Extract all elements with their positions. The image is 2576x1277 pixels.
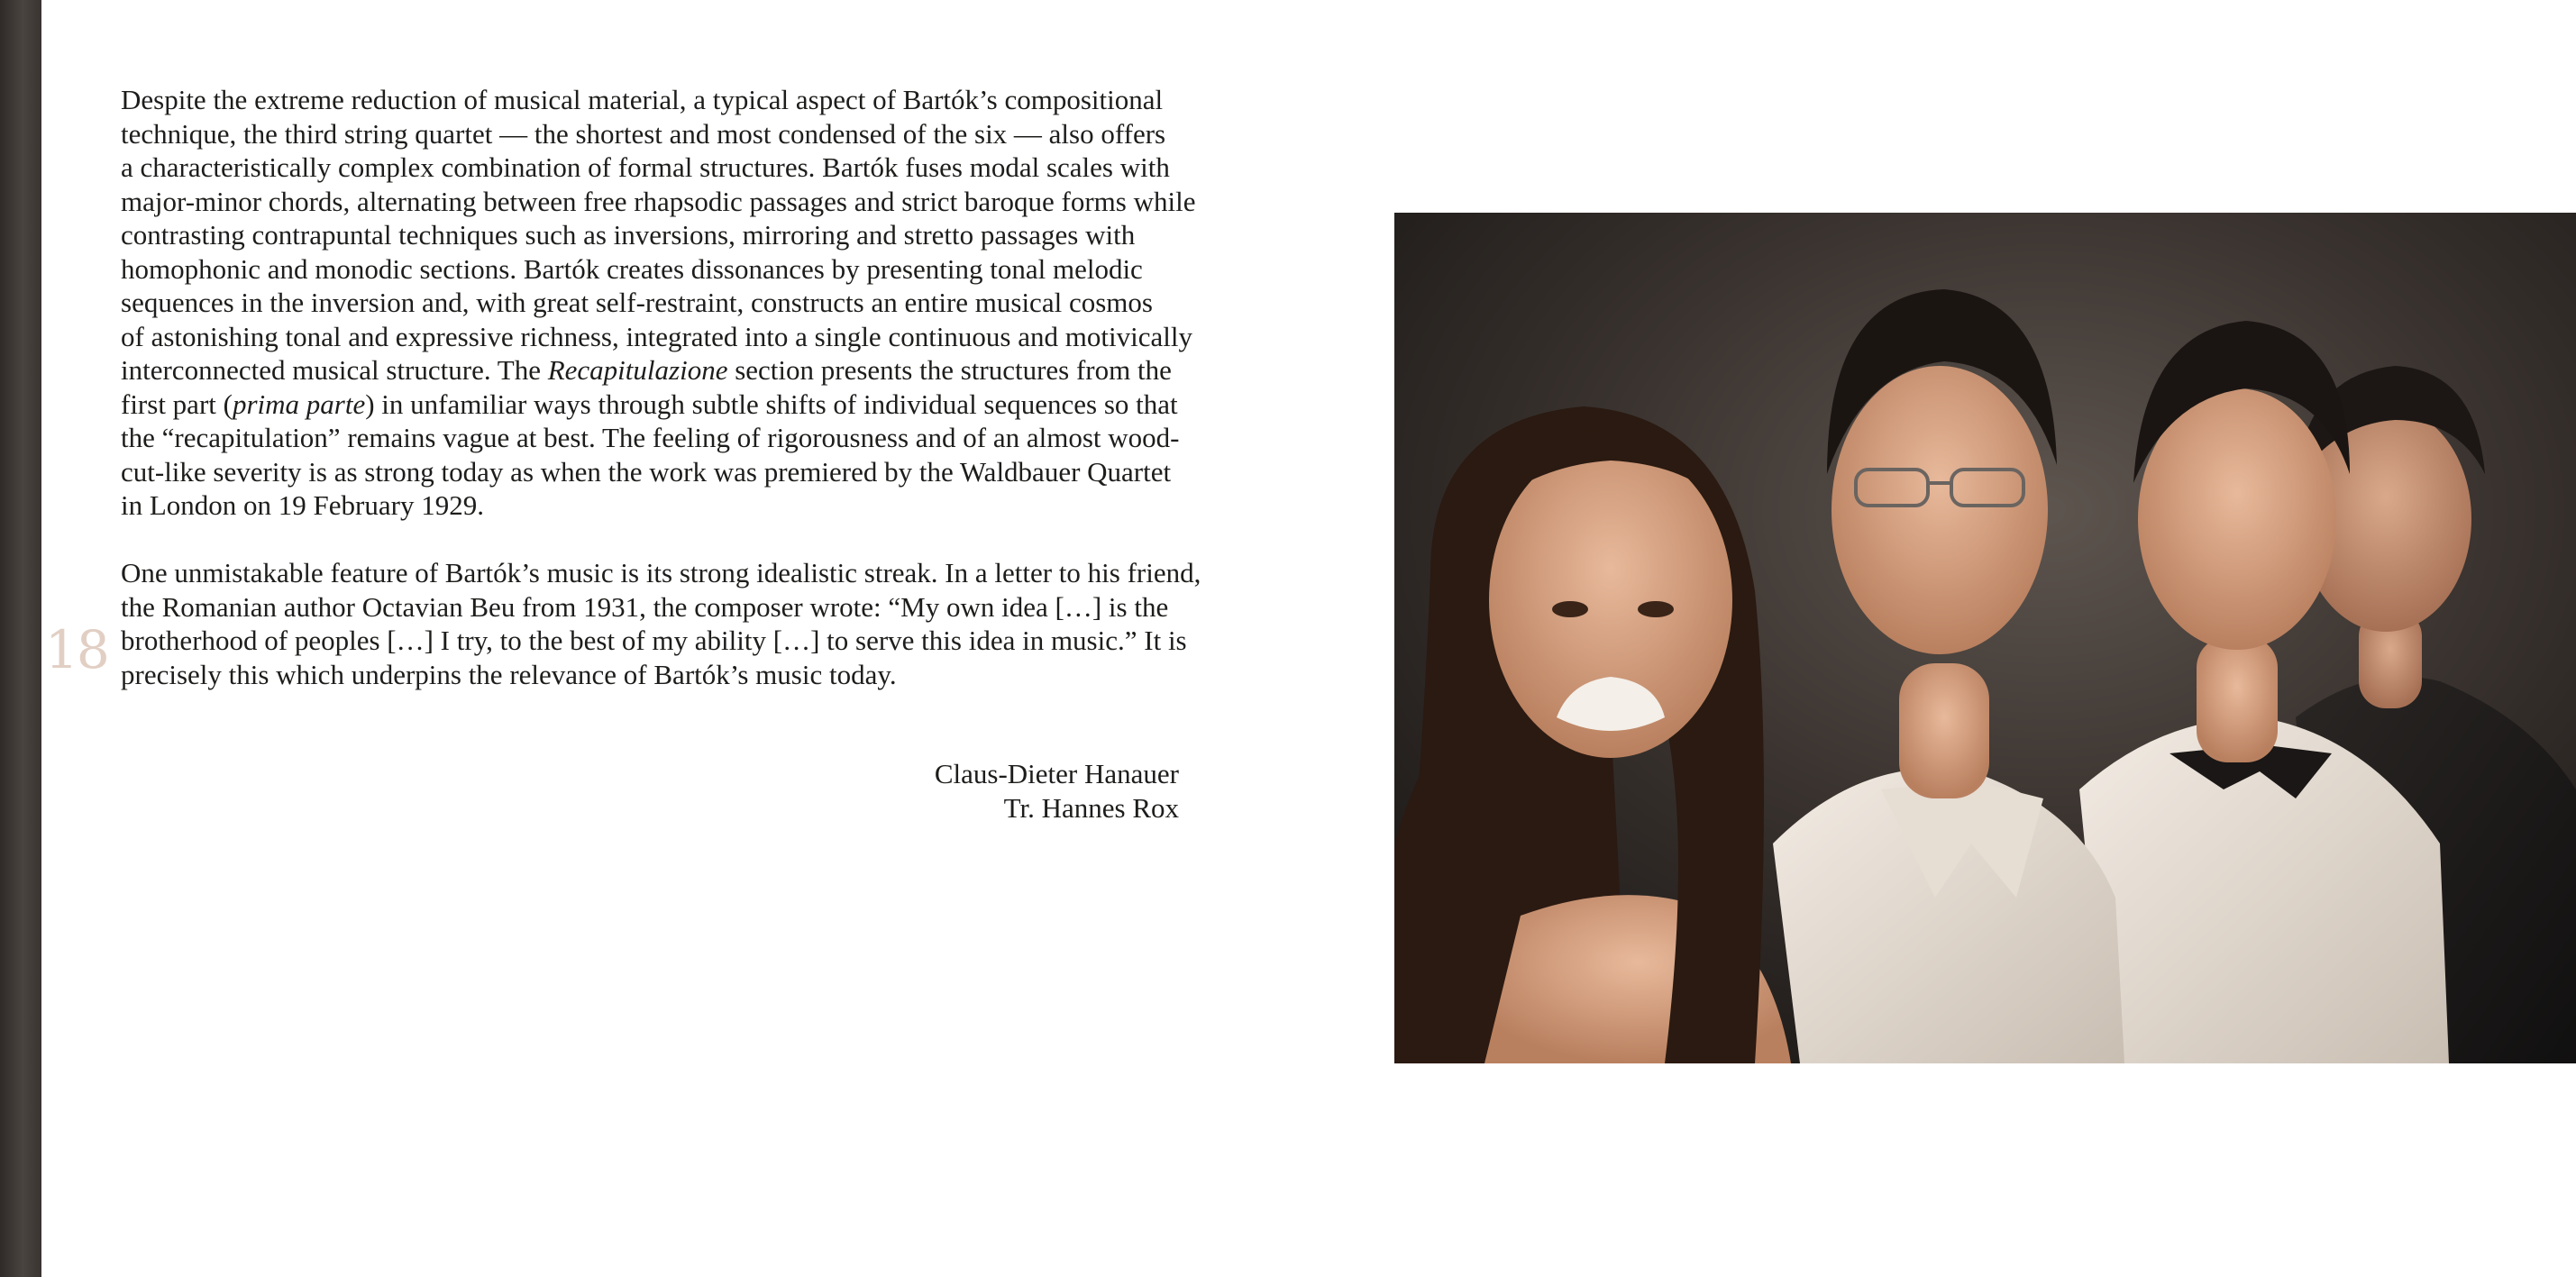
text-run: major-minor chords, alternating between free rhapsodic passages and strict baroque forms while [121, 185, 1196, 217]
translator-name: Tr. Hannes Rox [1003, 791, 1179, 824]
author-name: Claus-Dieter Hanauer [934, 758, 1179, 789]
page-number: 18 [45, 619, 108, 680]
text-run: in London on 19 February 1929. [121, 489, 484, 521]
text-run: the “recapitulation” remains vague at best. The feeling of rigorousness and of an almost wood- [121, 422, 1180, 453]
paragraph-1-line [121, 83, 1184, 117]
text-run: technique, the third string quartet — the shortest and most condensed of the six — also offers [121, 117, 1166, 150]
paragraph-2-line [121, 658, 1184, 692]
text-run: the Romanian author Octavian Beu from 1931, the composer wrote: “My own idea […] is the [121, 590, 1169, 623]
paragraph-2-line [121, 624, 1187, 658]
italic-term: prima parte [232, 388, 366, 420]
text-run: first part ( [121, 388, 233, 420]
italic-term: Recapitulazione [547, 354, 728, 386]
paragraph-2-line [121, 556, 1201, 590]
paragraph-1 [121, 83, 1196, 523]
text-run: brotherhood of peoples […] I try, to the best of my ability […] to serve this idea in music.” It is [121, 625, 1187, 656]
text-run: precisely this which underpins the relevance of Bartók’s music today. [121, 658, 897, 690]
body-text [121, 83, 1201, 725]
text-run: a characteristically complex combination of formal structures. Bartók fuses modal scales with [121, 151, 1170, 183]
paragraph-1-line [121, 151, 1184, 185]
paragraph-1-line [121, 421, 1184, 455]
paragraph-1-line [121, 117, 1184, 151]
text-run: interconnected musical structure. The [121, 354, 548, 386]
text-run: sequences in the inversion and, with great self-restraint, constructs an entire musical cosmos [121, 287, 1153, 318]
text-run: One unmistakable feature of Bartók’s music is its strong idealistic streak. In a letter to his friend, [121, 557, 1201, 588]
paragraph-1-line [121, 320, 1192, 354]
paragraph-1-line [121, 353, 1184, 388]
text-run: section presents the structures from the [727, 354, 1172, 386]
paragraph-1-line [121, 185, 1196, 219]
text-run: homophonic and monodic sections. Bartók creates dissonances by presenting tonal melodic [121, 252, 1143, 285]
text-run: ) in unfamiliar ways through subtle shifts of individual sequences so that [365, 388, 1178, 420]
text-run: Despite the extreme reduction of musical material, a typical aspect of Bartók’s compositional [121, 84, 1164, 115]
group-portrait-photo [1394, 213, 2576, 1063]
paragraph-2-line [121, 590, 1184, 625]
paragraph-1-line [121, 455, 1184, 489]
book-spine-edge [0, 0, 41, 1277]
signature-block [811, 757, 1179, 825]
paragraph-1-line [121, 286, 1184, 320]
paragraph-1-line [121, 218, 1184, 252]
paragraph-1-line [121, 488, 1184, 523]
text-run: cut-like severity is as strong today as when the work was premiered by the Waldbauer Quartet [121, 455, 1172, 488]
text-run: of astonishing tonal and expressive richness, integrated into a single continuous and motivically [121, 320, 1192, 352]
paragraph-2 [121, 556, 1201, 691]
text-run: contrasting contrapuntal techniques such as inversions, mirroring and stretto passages with [121, 219, 1136, 251]
paragraph-1-line [121, 252, 1184, 287]
paragraph-1-line [121, 388, 1184, 422]
